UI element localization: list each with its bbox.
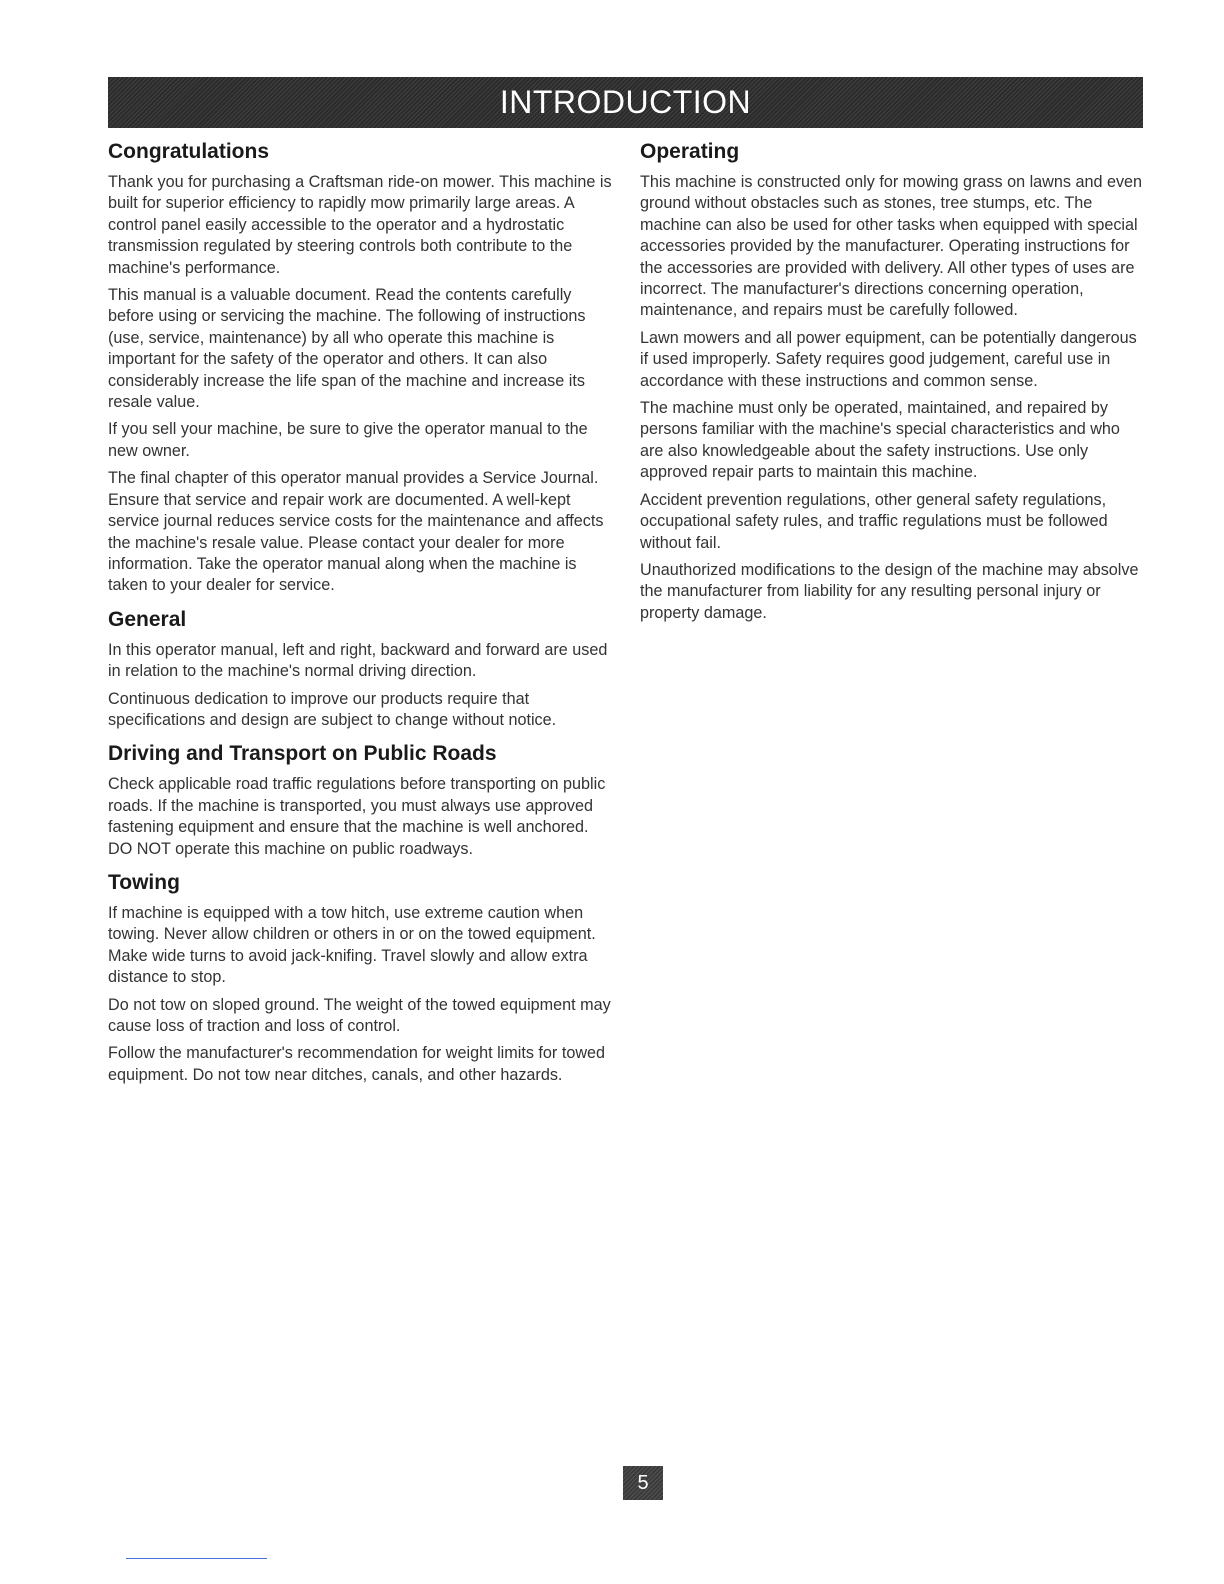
footer-divider xyxy=(126,1558,267,1559)
paragraph: In this operator manual, left and right, backward and forward are used in relation to the machine's normal driving direction. xyxy=(108,640,608,681)
section-towing xyxy=(108,869,616,1086)
paragraph: If you sell your machine, be sure to give the operator manual to the new owner. xyxy=(108,420,588,460)
section-banner xyxy=(108,77,1143,128)
section-general xyxy=(108,606,616,732)
paragraph: Accident prevention regulations, other general safety regulations, occupational safety rules, and traffic regulations must be followed without fail. xyxy=(640,490,1108,552)
section-heading: General xyxy=(108,607,187,631)
section-heading: Operating xyxy=(640,140,740,163)
paragraph: This manual is a valuable document. Read the contents carefully before using or servicing the machine. The following of instructions (use, service, maintenance) by all who operate this machine is important for the safety of the operator and others. It can also considerably increase the life span of the machine and increase its resale value. xyxy=(108,286,586,412)
paragraph: The machine must only be operated, maintained, and repaired by persons familiar with the machine's special characteristics and who are also knowledgeable about the safety instructions. Use only approved repair parts to maintain this machine. xyxy=(640,399,1120,482)
left-column xyxy=(108,138,616,1095)
paragraph: Do not tow on sloped ground. The weight of the towed equipment may cause loss of traction and loss of control. xyxy=(108,995,611,1035)
paragraph: Continuous dedication to improve our products require that specifications and design are subject to change without notice. xyxy=(108,689,557,729)
paragraph: If machine is equipped with a tow hitch, use extreme caution when towing. Never allow children or others in or on the towed equipment. Make wide turns to avoid jack-knifing. Travel slowly and allow extra distance to stop. xyxy=(108,903,596,987)
paragraph: Thank you for purchasing a Craftsman ride-on mower. This machine is built for superior efficiency to rapidly mow primarily large areas. A control panel easily accessible to the operator and a hydrostatic transmission regulated by steering controls both contribute to the machine's performance. xyxy=(108,173,612,277)
section-congratulations xyxy=(108,138,616,597)
section-heading: Driving and Transport on Public Roads xyxy=(108,742,497,766)
page-number: 5 xyxy=(623,1466,663,1500)
section-driving-transport xyxy=(108,740,616,860)
paragraph: Check applicable road traffic regulations before transporting on public roads. If the machine is transported, you must always use approved fastening equipment and ensure that the machine is well anchored. DO NOT operate this machine on public roadways. xyxy=(108,775,606,858)
paragraph: Unauthorized modifications to the design of the machine may absolve the manufacturer from liability for any resulting personal injury or property damage. xyxy=(640,560,1139,622)
right-column xyxy=(640,138,1146,633)
paragraph: Lawn mowers and all power equipment, can be potentially dangerous if used improperly. Safety requires good judgement, careful use in accordance with these instructions and common sense. xyxy=(640,328,1137,390)
paragraph: The final chapter of this operator manual provides a Service Journal. Ensure that service and repair work are documented. A well-kept service journal reduces service costs for the maintenance and affects the machine's resale value. Please contact your dealer for more information. Take the operator manual along when the machine is taken to your dealer for service. xyxy=(108,469,604,595)
section-heading: Towing xyxy=(108,870,180,894)
section-operating xyxy=(640,138,1146,624)
section-heading: Congratulations xyxy=(108,140,269,163)
page-title: INTRODUCTION xyxy=(499,84,752,120)
paragraph: Follow the manufacturer's recommendation for weight limits for towed equipment. Do not tow near ditches, canals, and other hazards. xyxy=(108,1044,606,1084)
paragraph: This machine is constructed only for mowing grass on lawns and even ground without obstacles such as stones, tree stumps, etc. The machine can also be used for other tasks when equipped with special accessories provided by the manufacturer. Operating instructions for the accessories are provided with delivery. All other types of uses are incorrect. The manufacturer's directions concerning operation, maintenance, and repairs must be carefully followed. xyxy=(640,173,1143,320)
